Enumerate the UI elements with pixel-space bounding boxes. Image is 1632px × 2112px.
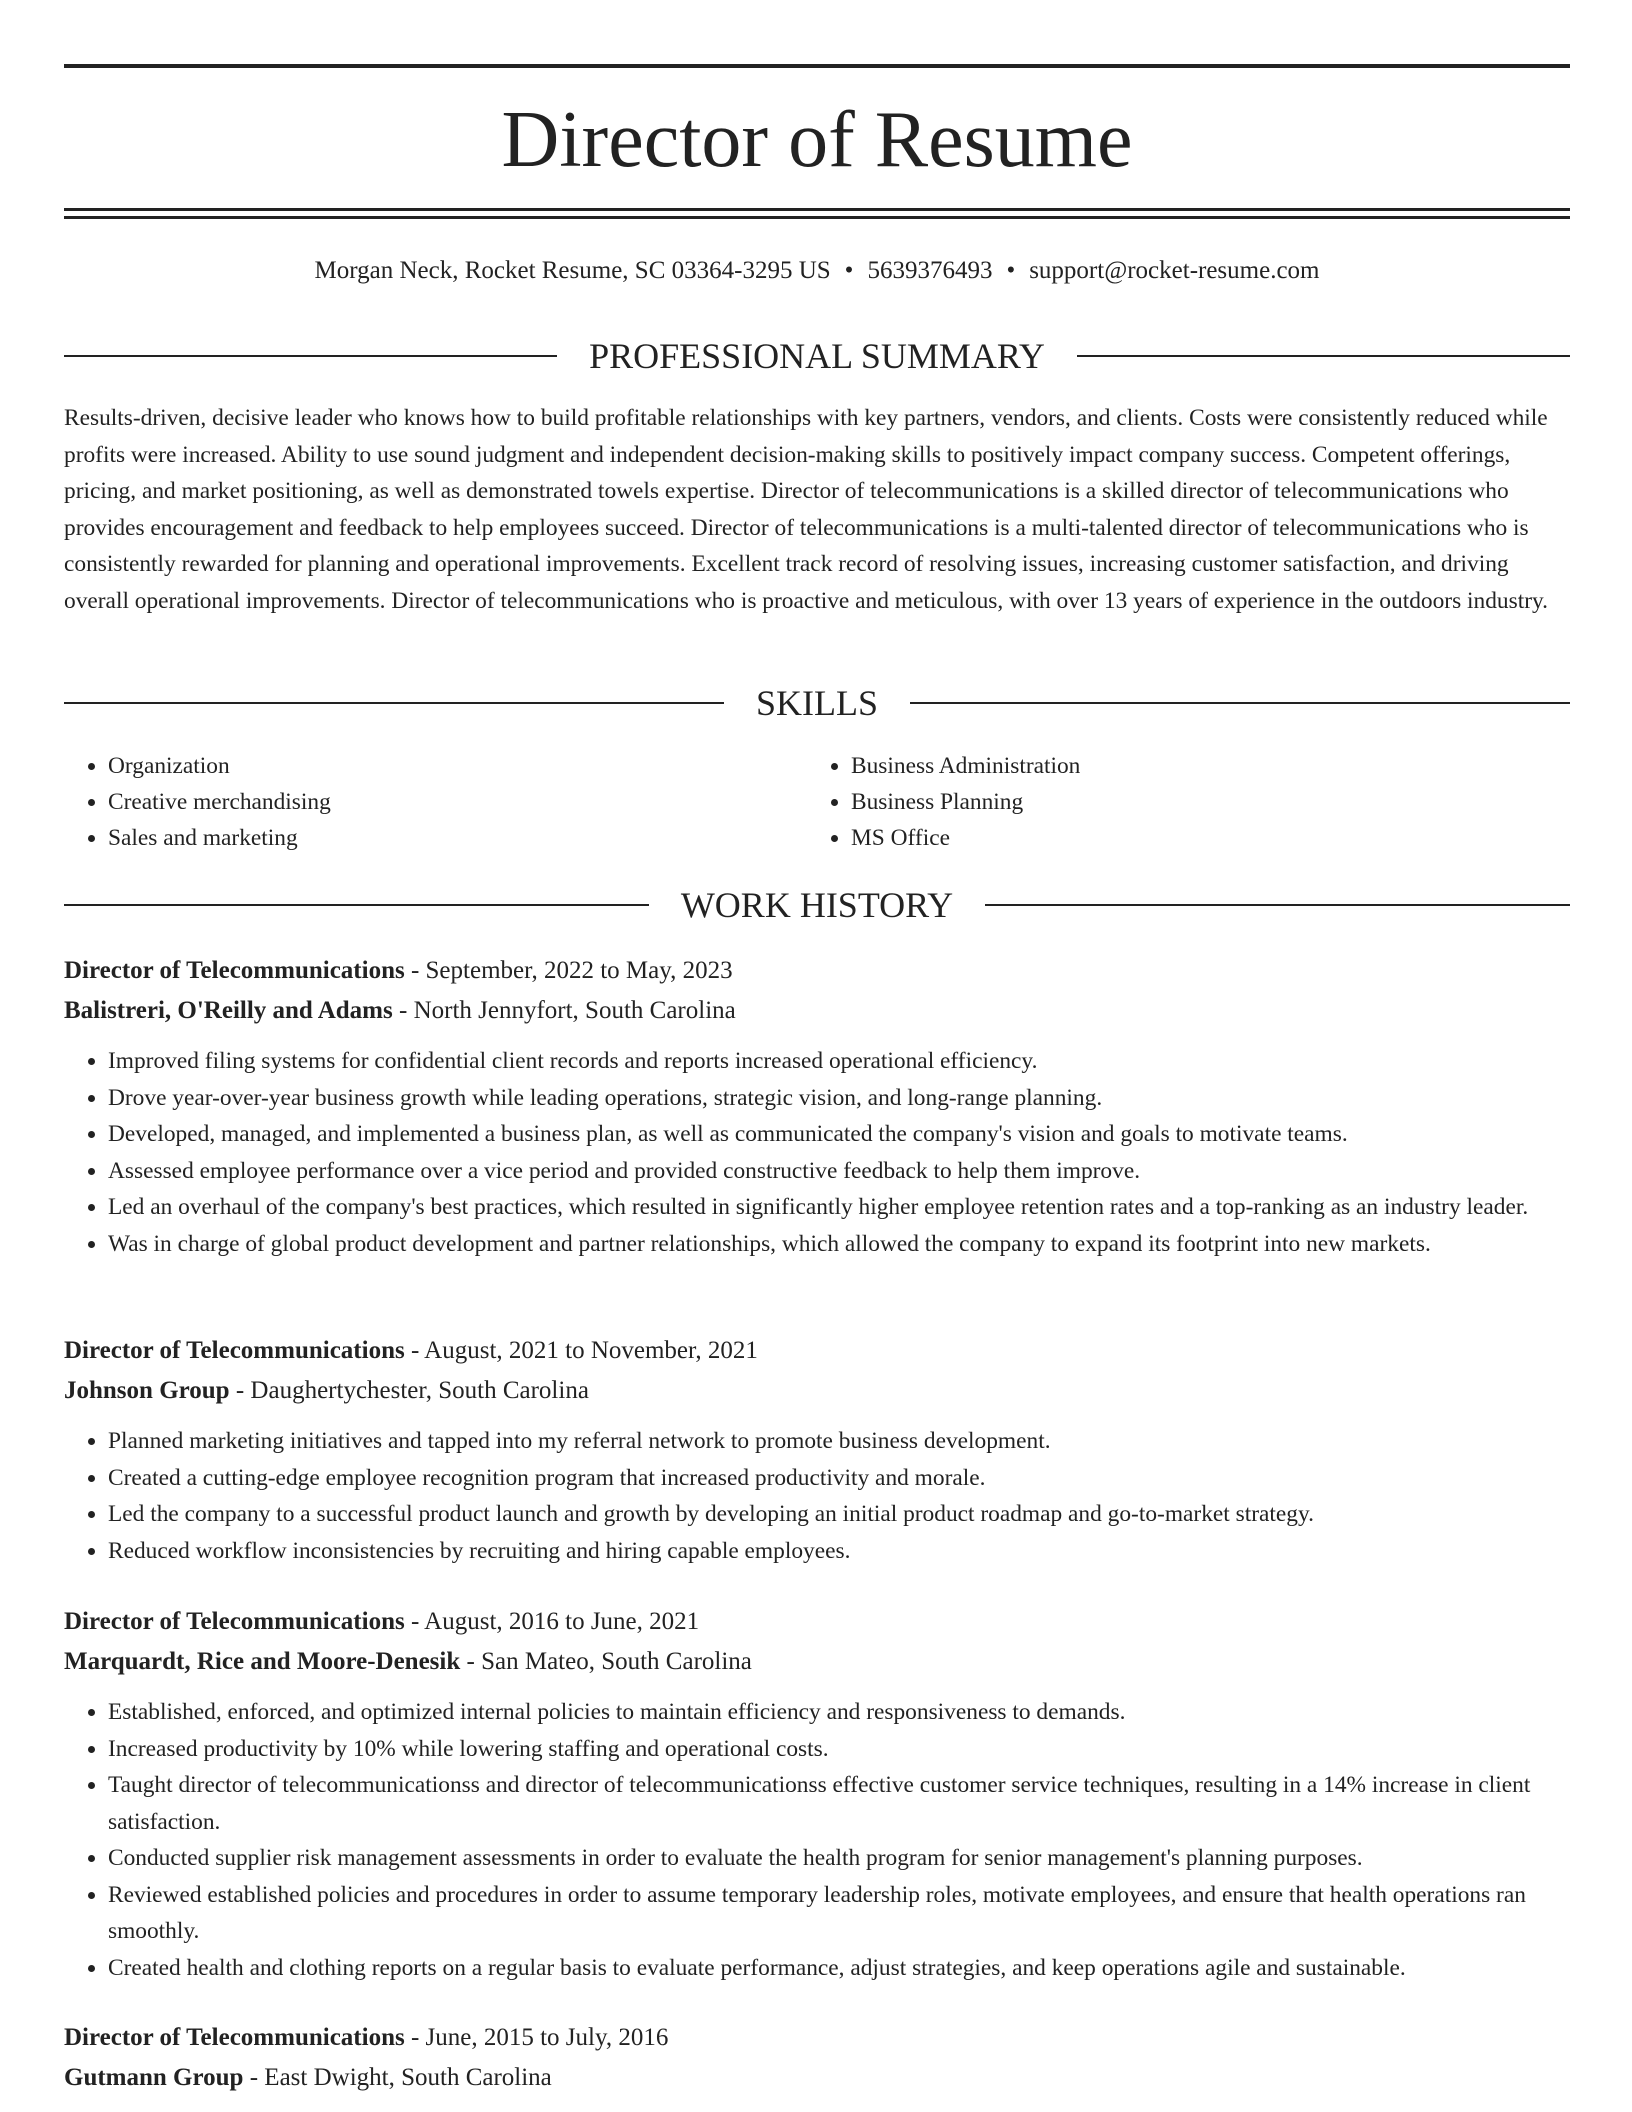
skills-heading — [64, 681, 1570, 725]
contact-phone: 5639376493 — [867, 257, 993, 284]
job-title-line — [64, 1331, 1570, 1371]
job-bullet: • Established, enforced, and optimized internal policies to maintain efficiency and responsiveness to demands. — [108, 1694, 1570, 1731]
skill-item: • Creative merchandising — [108, 784, 807, 820]
job-bullet: • Assessed employee performance over a vice period and provided constructive feedback to help them improve. — [108, 1153, 1570, 1190]
job-bullet: • Led the company to a successful product launch and growth by developing an initial product roadmap and go-to-market strategy. — [108, 1496, 1570, 1533]
title-rule-lower — [64, 216, 1570, 219]
contact-separator: • — [844, 257, 854, 284]
job-dash: - — [404, 957, 426, 984]
skills-column-left — [64, 748, 807, 856]
job-bullet: • Reviewed established policies and procedures in order to assume temporary leadership roles, motivate employees, and ensure that health operations ran smoothly. — [108, 1877, 1570, 1950]
top-rule — [64, 64, 1570, 68]
job-dash: - — [404, 1337, 425, 1364]
skill-item: • Organization — [108, 748, 807, 784]
job-title: Director of Telecommunications — [64, 1337, 405, 1364]
summary-heading-label: PROFESSIONAL SUMMARY — [589, 336, 1045, 376]
job-title-line — [64, 2018, 1570, 2058]
job-bullet: • Taught director of telecommunicationss and director of telecommunicationss effective customer service techniques, resulting in a 14% increase in client satisfaction. — [108, 1767, 1570, 1840]
job-entry — [64, 2018, 1570, 2098]
job-company: Balistreri, O'Reilly and Adams — [64, 997, 393, 1024]
work-history-heading-label: WORK HISTORY — [680, 885, 954, 925]
page-title: Director of Resume — [501, 96, 1133, 184]
job-bullet: • Conducted supplier risk management assessments in order to evaluate the health program for senior management's planning purposes. — [108, 1840, 1570, 1877]
contact-line — [64, 255, 1570, 287]
job-title: Director of Telecommunications — [64, 1608, 405, 1635]
job-location: San Mateo, South Carolina — [481, 1648, 752, 1675]
contact-address: Morgan Neck, Rocket Resume, SC 03364-3295 US — [314, 257, 831, 284]
heading-rule-left — [64, 355, 557, 357]
job-bullet: • Led an overhaul of the company's best practices, which resulted in significantly higher employee retention rates and a top-ranking as an industry leader. — [108, 1189, 1570, 1226]
job-company-line — [64, 1371, 1570, 1411]
heading-rule-right — [985, 904, 1570, 906]
heading-rule-left — [64, 904, 649, 906]
skill-item: • Sales and marketing — [108, 820, 807, 856]
job-bullets — [64, 1694, 1570, 1986]
job-bullet: • Increased productivity by 10% while lowering staffing and operational costs. — [108, 1731, 1570, 1768]
job-entry — [64, 1602, 1570, 1986]
job-bullet: • Drove year-over-year business growth while leading operations, strategic vision, and long-range planning. — [108, 1080, 1570, 1117]
job-company: Johnson Group — [64, 1377, 230, 1404]
heading-rule-right — [910, 702, 1570, 704]
skill-item: • MS Office — [851, 820, 1550, 856]
job-company: Gutmann Group — [64, 2064, 244, 2091]
skills-heading-label: SKILLS — [756, 683, 879, 723]
job-title-line — [64, 951, 1570, 991]
job-company-line — [64, 991, 1570, 1031]
job-dates: June, 2015 to July, 2016 — [425, 2024, 669, 2051]
skills-column-right — [807, 748, 1550, 856]
job-title-line — [64, 1602, 1570, 1642]
job-company-line — [64, 1642, 1570, 1682]
job-bullets — [64, 1043, 1570, 1262]
job-dash: - — [404, 1608, 425, 1635]
skills-list — [64, 748, 1570, 856]
heading-rule-left — [64, 702, 724, 704]
job-bullet: • Improved filing systems for confidential client records and reports increased operational efficiency. — [108, 1043, 1570, 1080]
heading-rule-right — [1077, 355, 1570, 357]
job-dates: August, 2021 to November, 2021 — [424, 1337, 758, 1364]
job-dash: - — [392, 997, 414, 1024]
job-dates: August, 2016 to June, 2021 — [424, 1608, 700, 1635]
job-dash: - — [404, 2024, 426, 2051]
job-bullet: • Created health and clothing reports on a regular basis to evaluate performance, adjust strategies, and keep operations agile and sustainable. — [108, 1950, 1570, 1987]
job-dash: - — [243, 2064, 265, 2091]
job-dash: - — [229, 1377, 251, 1404]
job-bullet: • Reduced workflow inconsistencies by recruiting and hiring capable employees. — [108, 1533, 1570, 1570]
job-bullet: • Was in charge of global product development and partner relationships, which allowed the company to expand its footprint into new markets. — [108, 1226, 1570, 1263]
job-bullet: • Developed, managed, and implemented a business plan, as well as communicated the company's vision and goals to motivate teams. — [108, 1116, 1570, 1153]
job-company-line — [64, 2058, 1570, 2098]
job-entry — [64, 1331, 1570, 1569]
job-title: Director of Telecommunications — [64, 957, 405, 984]
summary-text: Results-driven, decisive leader who knows how to build profitable relationships with key partners, vendors, and clients. Costs were consistently reduced while profits were increased. Ability to use sound judgment and independent decision-making skills to positively impact company success. Competent offerings, pricing, and market positioning, as well as demonstrated towels expertise. Director of telecommunications is a skilled director of telecommunications who provides encouragement and feedback to help employees succeed. Director of telecommunications is a multi-talented director of telecommunications who is consistently rewarded for planning and operational improvements. Excellent track record of resolving issues, increasing customer satisfaction, and driving overall operational improvements. Director of telecommunications who is proactive and meticulous, with over 13 years of experience in the outdoors industry. — [64, 405, 1549, 614]
job-entry — [64, 951, 1570, 1262]
job-location: North Jennyfort, South Carolina — [413, 997, 736, 1024]
work-history-heading — [64, 883, 1570, 927]
title-rule-upper — [64, 208, 1570, 211]
skill-item: • Business Planning — [851, 784, 1550, 820]
job-dash: - — [460, 1648, 482, 1675]
contact-separator: • — [1006, 257, 1016, 284]
job-bullet: • Created a cutting-edge employee recognition program that increased productivity and morale. — [108, 1460, 1570, 1497]
contact-email: support@rocket-resume.com — [1029, 257, 1320, 284]
job-company: Marquardt, Rice and Moore-Denesik — [64, 1648, 461, 1675]
job-dates: September, 2022 to May, 2023 — [425, 957, 733, 984]
job-location: Daughertychester, South Carolina — [250, 1377, 589, 1404]
job-location: East Dwight, South Carolina — [264, 2064, 552, 2091]
skill-item: • Business Administration — [851, 748, 1550, 784]
summary-heading — [64, 334, 1570, 378]
job-bullets — [64, 1423, 1570, 1569]
job-title: Director of Telecommunications — [64, 2024, 405, 2051]
job-bullet: • Planned marketing initiatives and tapped into my referral network to promote business development. — [108, 1423, 1570, 1460]
